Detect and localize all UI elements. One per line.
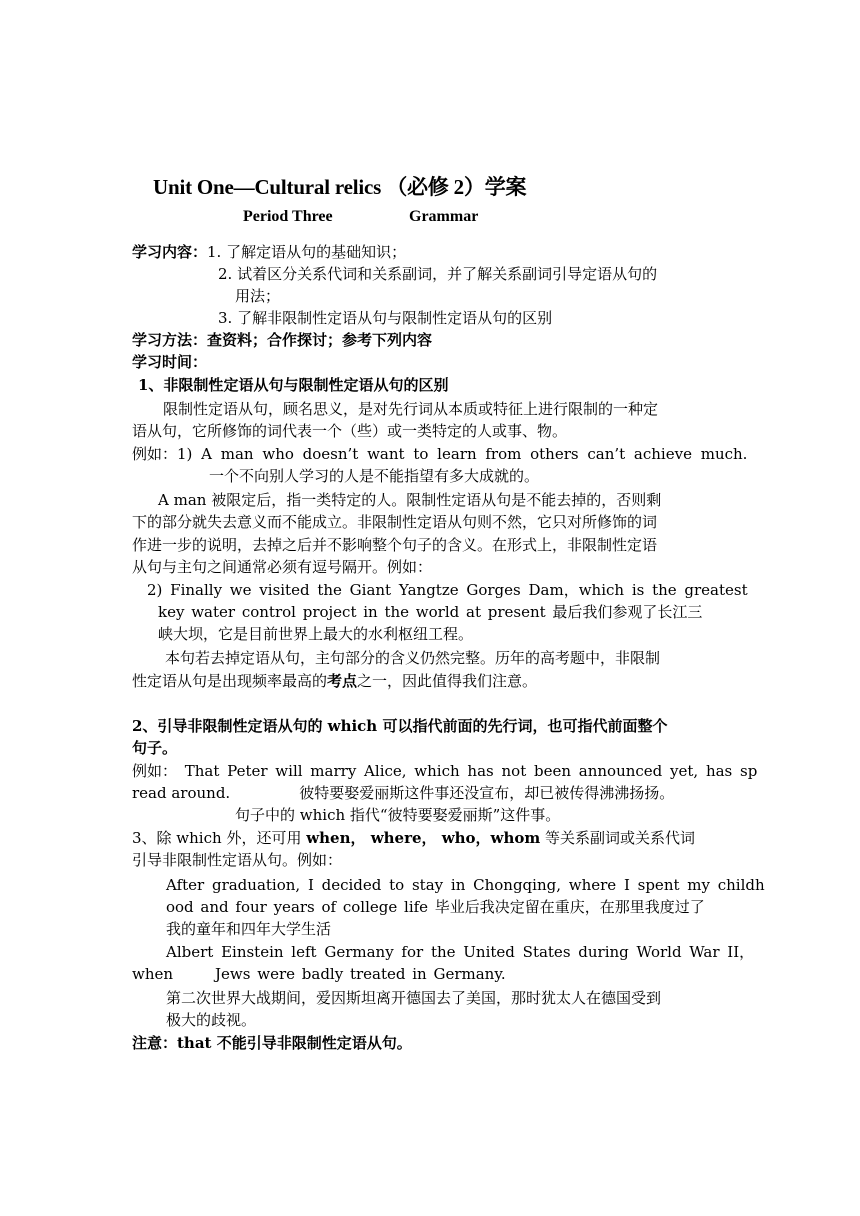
note: 注意：that 不能引导非限制性定语从句。 [132,1034,412,1052]
example-chinese: 彼特要娶爱丽斯这件事还没宣布，却已被传得沸沸扬扬。 [299,784,675,802]
section-1-example-2-line-1: 2) Finally we visited the Giant Yangtze Gorges Dam，which is the greatest [147,581,748,599]
section-1-example-2-line-3: 峡大坝，它是目前世界上最大的水利枢纽工程。 [158,625,474,643]
relative-words: when， where， who，whom [306,829,541,847]
section-1-paragraph-2-line-2: 下的部分就失去意义而不能成立。非限制性定语从句则不然，它只对所修饰的词 [132,513,658,531]
paragraph-text: 性定语从句是出现频率最高的 [132,672,328,690]
section-2-example-line-1: 例如： That Peter will marry Alice, which has not been announced yet, has sp [132,762,758,780]
section-1-paragraph-1-line-1: 限制性定语从句，顾名思义，是对先行词从本质或特征上进行限制的一种定 [163,400,659,418]
study-content-label: 学习内容： [132,243,208,261]
section-1-example-1-english: 例如：1) A man who doesn’t want to learn from others can’t achieve much. [132,445,748,463]
section-1-paragraph-3-line-1: 本句若去掉定语从句，主句部分的含义仍然完整。历年的高考题中，非限制 [165,649,661,667]
section-3-example-2-line-1: Albert Einstein left Germany for the United States during World War II， [166,943,755,961]
study-method: 学习方法：查资料；合作探讨；参考下列内容 [132,331,433,349]
section-3-example-1-line-1: After graduation, I decided to stay in Chongqing, where I spent my childh [166,876,765,894]
topic-label: Grammar [409,208,479,225]
study-content-row [132,241,406,263]
example-word-when: when [132,965,174,983]
period-label: Period Three [243,208,333,225]
study-content-item-2b: 用法； [235,287,281,305]
study-time: 学习时间： [132,353,208,371]
section-2-heading-line-2: 句子。 [132,739,178,757]
example-english: read around. [132,784,231,802]
section-1-heading: 1、非限制性定语从句与限制性定语从句的区别 [138,376,449,394]
study-content-item-3: 3. 了解非限制性定语从句与限制性定语从句的区别 [218,309,553,327]
section-1-paragraph-2-line-4: 从句与主句之间通常必须有逗号隔开。例如： [132,558,433,576]
section-1-paragraph-2-line-3: 作进一步的说明，去掉之后并不影响整个句子的含义。在形式上，非限制性定语 [132,536,658,554]
section-3-example-2-line-2 [132,963,506,985]
emphasis-keypoint: 考点 [327,672,358,690]
section-3-example-1-line-3: 我的童年和四年大学生活 [166,920,332,938]
section-3-text: 3、除 which 外，还可用 [132,829,307,847]
document-title: Unit One—Cultural relics （必修 2）学案 [153,175,527,199]
section-3-line-1 [132,827,695,849]
section-1-paragraph-3-line-2 [132,670,537,692]
study-content-item-2a: 2. 试着区分关系代词和关系副词，并了解关系副词引导定语从句的 [218,265,658,283]
section-1-paragraph-2-line-1: A man 被限定后，指一类特定的人。限制性定语从句是不能去掉的，否则剩 [158,491,662,509]
section-3-text: 等关系副词或关系代词 [540,829,696,847]
section-2-explanation: 句子中的 which 指代“彼特要娶爱丽斯”这件事。 [235,806,561,824]
section-2-heading-line-1: 2、引导非限制性定语从句的 which 可以指代前面的先行词，也可指代前面整个 [132,717,668,735]
section-3-line-2: 引导非限制性定语从句。例如： [132,851,343,869]
section-2-example-line-2 [132,782,674,804]
section-1-example-1-chinese: 一个不向别人学习的人是不能指望有多大成就的。 [209,467,540,485]
section-3-example-1-line-2: ood and four years of college life 毕业后我决定留在重庆，在那里我度过了 [166,898,705,916]
paragraph-text: 之一，因此值得我们注意。 [357,672,538,690]
example-english: Jews were badly treated in Germany. [215,965,506,983]
section-1-example-2-line-2: key water control project in the world at present 最后我们参观了长江三 [158,603,703,621]
study-content-item-1: 1. 了解定语从句的基础知识； [207,243,407,261]
section-3-example-2-chinese-line-1: 第二次世界大战期间，爱因斯坦离开德国去了美国，那时犹太人在德国受到 [166,989,662,1007]
section-3-example-2-chinese-line-2: 极大的歧视。 [166,1011,257,1029]
section-1-paragraph-1-line-2: 语从句，它所修饰的词代表一个（些）或一类特定的人或事、物。 [132,422,568,440]
